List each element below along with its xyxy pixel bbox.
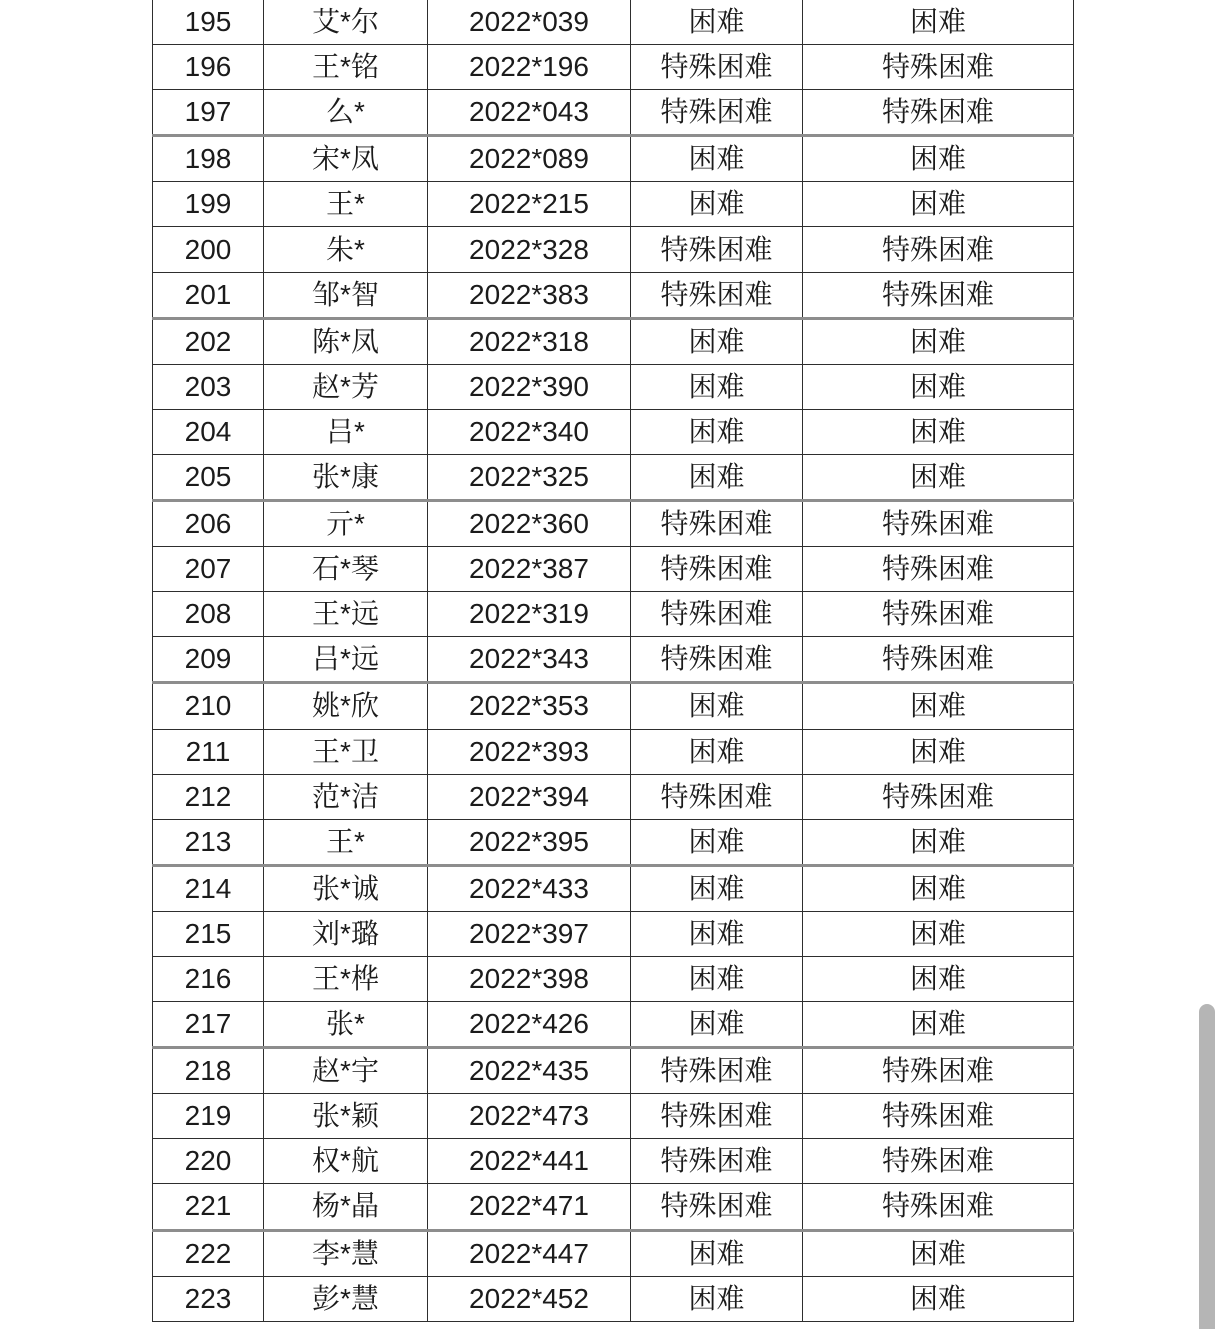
row-no-cell: 219 (153, 1094, 264, 1139)
level-cell-b: 困难 (803, 683, 1074, 729)
row-no-cell: 210 (153, 683, 264, 729)
level-cell-b: 特殊困难 (803, 1048, 1074, 1094)
name-cell: 范*洁 (264, 774, 428, 819)
row-no-cell: 207 (153, 547, 264, 592)
id-cell: 2022*452 (428, 1276, 631, 1321)
name-cell: 王*卫 (264, 729, 428, 774)
level-cell-b: 特殊困难 (803, 272, 1074, 318)
level-cell-a: 特殊困难 (631, 1094, 803, 1139)
level-cell-b: 特殊困难 (803, 774, 1074, 819)
table-row (153, 136, 1074, 182)
level-cell-a: 困难 (631, 409, 803, 454)
row-no-cell: 215 (153, 911, 264, 956)
level-cell-a: 特殊困难 (631, 501, 803, 547)
level-cell-b: 困难 (803, 318, 1074, 364)
id-cell: 2022*043 (428, 90, 631, 136)
name-cell: 邹*智 (264, 272, 428, 318)
level-cell-b: 特殊困难 (803, 1139, 1074, 1184)
level-cell-b: 困难 (803, 1230, 1074, 1276)
id-cell: 2022*353 (428, 683, 631, 729)
level-cell-a: 困难 (631, 182, 803, 227)
level-cell-a: 特殊困难 (631, 1139, 803, 1184)
row-no-cell: 211 (153, 729, 264, 774)
table-row (153, 637, 1074, 683)
name-cell: 吕*远 (264, 637, 428, 683)
level-cell-b: 特殊困难 (803, 637, 1074, 683)
level-cell-a: 特殊困难 (631, 272, 803, 318)
name-cell: 亓* (264, 501, 428, 547)
name-cell: 王* (264, 819, 428, 865)
level-cell-b: 特殊困难 (803, 592, 1074, 637)
row-no-cell: 223 (153, 1276, 264, 1321)
name-cell: 石*琴 (264, 547, 428, 592)
level-cell-b: 困难 (803, 454, 1074, 500)
table-row (153, 1276, 1074, 1321)
table-row (153, 865, 1074, 911)
table-row (153, 272, 1074, 318)
level-cell-a: 困难 (631, 911, 803, 956)
table-row (153, 0, 1074, 45)
table-row (153, 1094, 1074, 1139)
row-no-cell: 202 (153, 318, 264, 364)
level-cell-b: 困难 (803, 409, 1074, 454)
id-cell: 2022*196 (428, 45, 631, 90)
level-cell-a: 特殊困难 (631, 1048, 803, 1094)
level-cell-a: 特殊困难 (631, 774, 803, 819)
name-cell: 刘*璐 (264, 911, 428, 956)
level-cell-b: 困难 (803, 136, 1074, 182)
id-cell: 2022*395 (428, 819, 631, 865)
row-no-cell: 218 (153, 1048, 264, 1094)
id-cell: 2022*215 (428, 182, 631, 227)
name-cell: 杨*晶 (264, 1184, 428, 1230)
level-cell-b: 困难 (803, 956, 1074, 1001)
row-no-cell: 203 (153, 364, 264, 409)
level-cell-b: 特殊困难 (803, 547, 1074, 592)
id-cell: 2022*325 (428, 454, 631, 500)
level-cell-b: 困难 (803, 1276, 1074, 1321)
name-cell: 宋*凤 (264, 136, 428, 182)
row-no-cell: 196 (153, 45, 264, 90)
table-row (153, 501, 1074, 547)
name-cell: 王*铭 (264, 45, 428, 90)
table-body (153, 0, 1074, 1321)
level-cell-b: 困难 (803, 0, 1074, 45)
id-cell: 2022*441 (428, 1139, 631, 1184)
level-cell-b: 困难 (803, 1002, 1074, 1048)
level-cell-a: 困难 (631, 865, 803, 911)
id-cell: 2022*387 (428, 547, 631, 592)
id-cell: 2022*360 (428, 501, 631, 547)
table-row (153, 774, 1074, 819)
name-cell: 张*颖 (264, 1094, 428, 1139)
row-no-cell: 208 (153, 592, 264, 637)
name-cell: 陈*凤 (264, 318, 428, 364)
name-cell: 张*诚 (264, 865, 428, 911)
table-row (153, 1139, 1074, 1184)
level-cell-b: 特殊困难 (803, 1094, 1074, 1139)
row-no-cell: 214 (153, 865, 264, 911)
name-cell: 权*航 (264, 1139, 428, 1184)
level-cell-a: 特殊困难 (631, 637, 803, 683)
row-no-cell: 204 (153, 409, 264, 454)
level-cell-a: 特殊困难 (631, 1184, 803, 1230)
level-cell-b: 特殊困难 (803, 90, 1074, 136)
table-row (153, 1002, 1074, 1048)
level-cell-b: 困难 (803, 865, 1074, 911)
level-cell-b: 特殊困难 (803, 45, 1074, 90)
row-no-cell: 195 (153, 0, 264, 45)
name-cell: 张*康 (264, 454, 428, 500)
row-no-cell: 221 (153, 1184, 264, 1230)
table-row (153, 1230, 1074, 1276)
level-cell-a: 特殊困难 (631, 592, 803, 637)
level-cell-b: 特殊困难 (803, 1184, 1074, 1230)
name-cell: 朱* (264, 227, 428, 272)
id-cell: 2022*328 (428, 227, 631, 272)
level-cell-a: 特殊困难 (631, 547, 803, 592)
id-cell: 2022*394 (428, 774, 631, 819)
level-cell-b: 困难 (803, 911, 1074, 956)
row-no-cell: 205 (153, 454, 264, 500)
level-cell-a: 困难 (631, 956, 803, 1001)
level-cell-a: 困难 (631, 683, 803, 729)
table-row (153, 819, 1074, 865)
id-cell: 2022*447 (428, 1230, 631, 1276)
level-cell-a: 特殊困难 (631, 45, 803, 90)
level-cell-a: 困难 (631, 1230, 803, 1276)
table-row (153, 547, 1074, 592)
table-row (153, 683, 1074, 729)
row-no-cell: 213 (153, 819, 264, 865)
level-cell-a: 困难 (631, 454, 803, 500)
level-cell-a: 困难 (631, 1276, 803, 1321)
row-no-cell: 212 (153, 774, 264, 819)
row-no-cell: 216 (153, 956, 264, 1001)
table-row (153, 409, 1074, 454)
row-no-cell: 198 (153, 136, 264, 182)
table-row (153, 911, 1074, 956)
name-cell: 王*远 (264, 592, 428, 637)
table-row (153, 227, 1074, 272)
id-cell: 2022*340 (428, 409, 631, 454)
id-cell: 2022*318 (428, 318, 631, 364)
level-cell-a: 困难 (631, 136, 803, 182)
level-cell-a: 困难 (631, 364, 803, 409)
table-row (153, 364, 1074, 409)
name-cell: 吕* (264, 409, 428, 454)
level-cell-a: 困难 (631, 318, 803, 364)
table-row (153, 182, 1074, 227)
name-cell: 王*桦 (264, 956, 428, 1001)
table-row (153, 454, 1074, 500)
table-row (153, 592, 1074, 637)
row-no-cell: 200 (153, 227, 264, 272)
table-row (153, 318, 1074, 364)
name-cell: 赵*宇 (264, 1048, 428, 1094)
table-row (153, 1184, 1074, 1230)
row-no-cell: 206 (153, 501, 264, 547)
level-cell-b: 困难 (803, 819, 1074, 865)
table-row (153, 956, 1074, 1001)
level-cell-a: 困难 (631, 729, 803, 774)
row-no-cell: 217 (153, 1002, 264, 1048)
id-cell: 2022*398 (428, 956, 631, 1001)
name-cell: 赵*芳 (264, 364, 428, 409)
id-cell: 2022*319 (428, 592, 631, 637)
name-cell: 姚*欣 (264, 683, 428, 729)
level-cell-b: 特殊困难 (803, 501, 1074, 547)
row-no-cell: 199 (153, 182, 264, 227)
row-no-cell: 197 (153, 90, 264, 136)
hardship-list-table (152, 0, 1074, 1322)
table-row (153, 45, 1074, 90)
id-cell: 2022*390 (428, 364, 631, 409)
name-cell: 张* (264, 1002, 428, 1048)
level-cell-b: 特殊困难 (803, 227, 1074, 272)
scrollbar-thumb[interactable] (1199, 1004, 1215, 1329)
name-cell: 么* (264, 90, 428, 136)
level-cell-a: 困难 (631, 1002, 803, 1048)
level-cell-b: 困难 (803, 182, 1074, 227)
id-cell: 2022*089 (428, 136, 631, 182)
table-row (153, 729, 1074, 774)
level-cell-a: 特殊困难 (631, 90, 803, 136)
level-cell-b: 困难 (803, 729, 1074, 774)
row-no-cell: 201 (153, 272, 264, 318)
id-cell: 2022*393 (428, 729, 631, 774)
row-no-cell: 222 (153, 1230, 264, 1276)
level-cell-a: 特殊困难 (631, 227, 803, 272)
name-cell: 艾*尔 (264, 0, 428, 45)
id-cell: 2022*435 (428, 1048, 631, 1094)
table-row (153, 90, 1074, 136)
table-row (153, 1048, 1074, 1094)
id-cell: 2022*039 (428, 0, 631, 45)
row-no-cell: 209 (153, 637, 264, 683)
id-cell: 2022*433 (428, 865, 631, 911)
name-cell: 李*慧 (264, 1230, 428, 1276)
id-cell: 2022*383 (428, 272, 631, 318)
id-cell: 2022*426 (428, 1002, 631, 1048)
id-cell: 2022*471 (428, 1184, 631, 1230)
id-cell: 2022*343 (428, 637, 631, 683)
id-cell: 2022*473 (428, 1094, 631, 1139)
level-cell-a: 困难 (631, 0, 803, 45)
row-no-cell: 220 (153, 1139, 264, 1184)
name-cell: 王* (264, 182, 428, 227)
name-cell: 彭*慧 (264, 1276, 428, 1321)
id-cell: 2022*397 (428, 911, 631, 956)
level-cell-a: 困难 (631, 819, 803, 865)
level-cell-b: 困难 (803, 364, 1074, 409)
